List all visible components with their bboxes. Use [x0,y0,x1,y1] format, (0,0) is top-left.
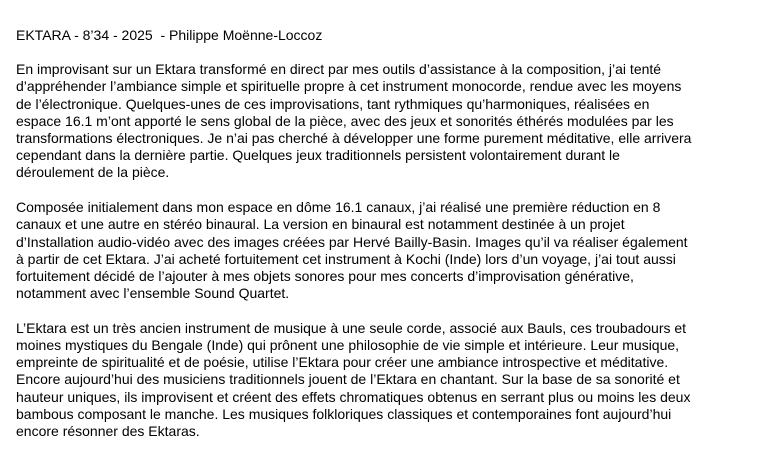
paragraph-line: canaux et une autre en stéréo binaural. La version en binaural est notamment destinée à un projet [16,216,625,233]
paragraph-3 [16,320,761,440]
paragraph-line: L’Ektara est un très ancien instrument de musique à une seule corde, associé aux Bauls, ces troubadours et [16,319,687,336]
paragraph-line: fortuitement décidé de l’ajouter à mes objets sonores pour mes concerts d’improvisation générative, [16,267,634,284]
paragraph-line: transformations électroniques. Je n’ai pas cherché à développer une forme purement méditative, elle arrivera [16,130,692,147]
paragraph-line: d’appréhender l’ambiance simple et spirituelle propre à cet instrument monocorde, rendue avec les moyens [16,78,682,95]
paragraph-line: En improvisant sur un Ektara transformé en direct par mes outils d’assistance à la composition, j’ai tenté [16,61,662,78]
paragraph-line: hauteur uniques, ils improvisent et créent des effets chromatiques obtenus en serrant plus ou moins les deux [16,388,691,405]
paragraph-line: moines mystiques du Bengale (Inde) qui prônent une philosophie de vie simple et intérieure. Leur musique, [16,337,680,354]
paragraph-line: Encore aujourd’hui des musiciens traditionnels jouent de l’Ektara en chantant. Sur la base de sa sonorité et [16,371,680,388]
paragraph-line: Composée initialement dans mon espace en dôme 16.1 canaux, j’ai réalisé une première réduction en 8 [16,199,661,216]
paragraph-line: cependant dans la dernière partie. Quelques jeux traditionnels persistent volontairement durant le [16,147,620,164]
paragraph-line: encore résonner des Ektaras. [16,423,200,440]
paragraph-2 [16,199,761,302]
paragraph-line: déroulement de la pièce. [16,164,170,181]
document-body [16,27,761,440]
paragraph-line: notamment avec l’ensemble Sound Quartet. [16,285,290,302]
paragraph-line: à partir de cet Ektara. J’ai acheté fortuitement cet instrument à Kochi (Inde) lors d’un voyage, j’ai tout aussi [16,250,676,267]
paragraph-line: empreinte de spiritualité et de poésie, utilise l’Ektara pour créer une ambiance introspective et méditative. [16,354,669,371]
paragraph-line: espace 16.1 m’ont apporté le sens global de la pièce, avec des jeux et sonorités éthérés modulées par les [16,112,674,129]
paragraph-line: d’Installation audio-vidéo avec des images créées par Hervé Bailly-Basin. Images qu’il va réaliser également [16,233,688,250]
document-title: EKTARA - 8’34 - 2025 - Philippe Moënne-Loccoz [16,27,323,43]
paragraph-line: bambous composant le manche. Les musiques folkloriques classiques et contemporaines font aujourd’hui [16,405,672,422]
paragraph-1 [16,61,761,181]
paragraph-line: de l’électronique. Quelques-unes de ces improvisations, tant rythmiques qu’harmoniques, réalisées en [16,95,650,112]
